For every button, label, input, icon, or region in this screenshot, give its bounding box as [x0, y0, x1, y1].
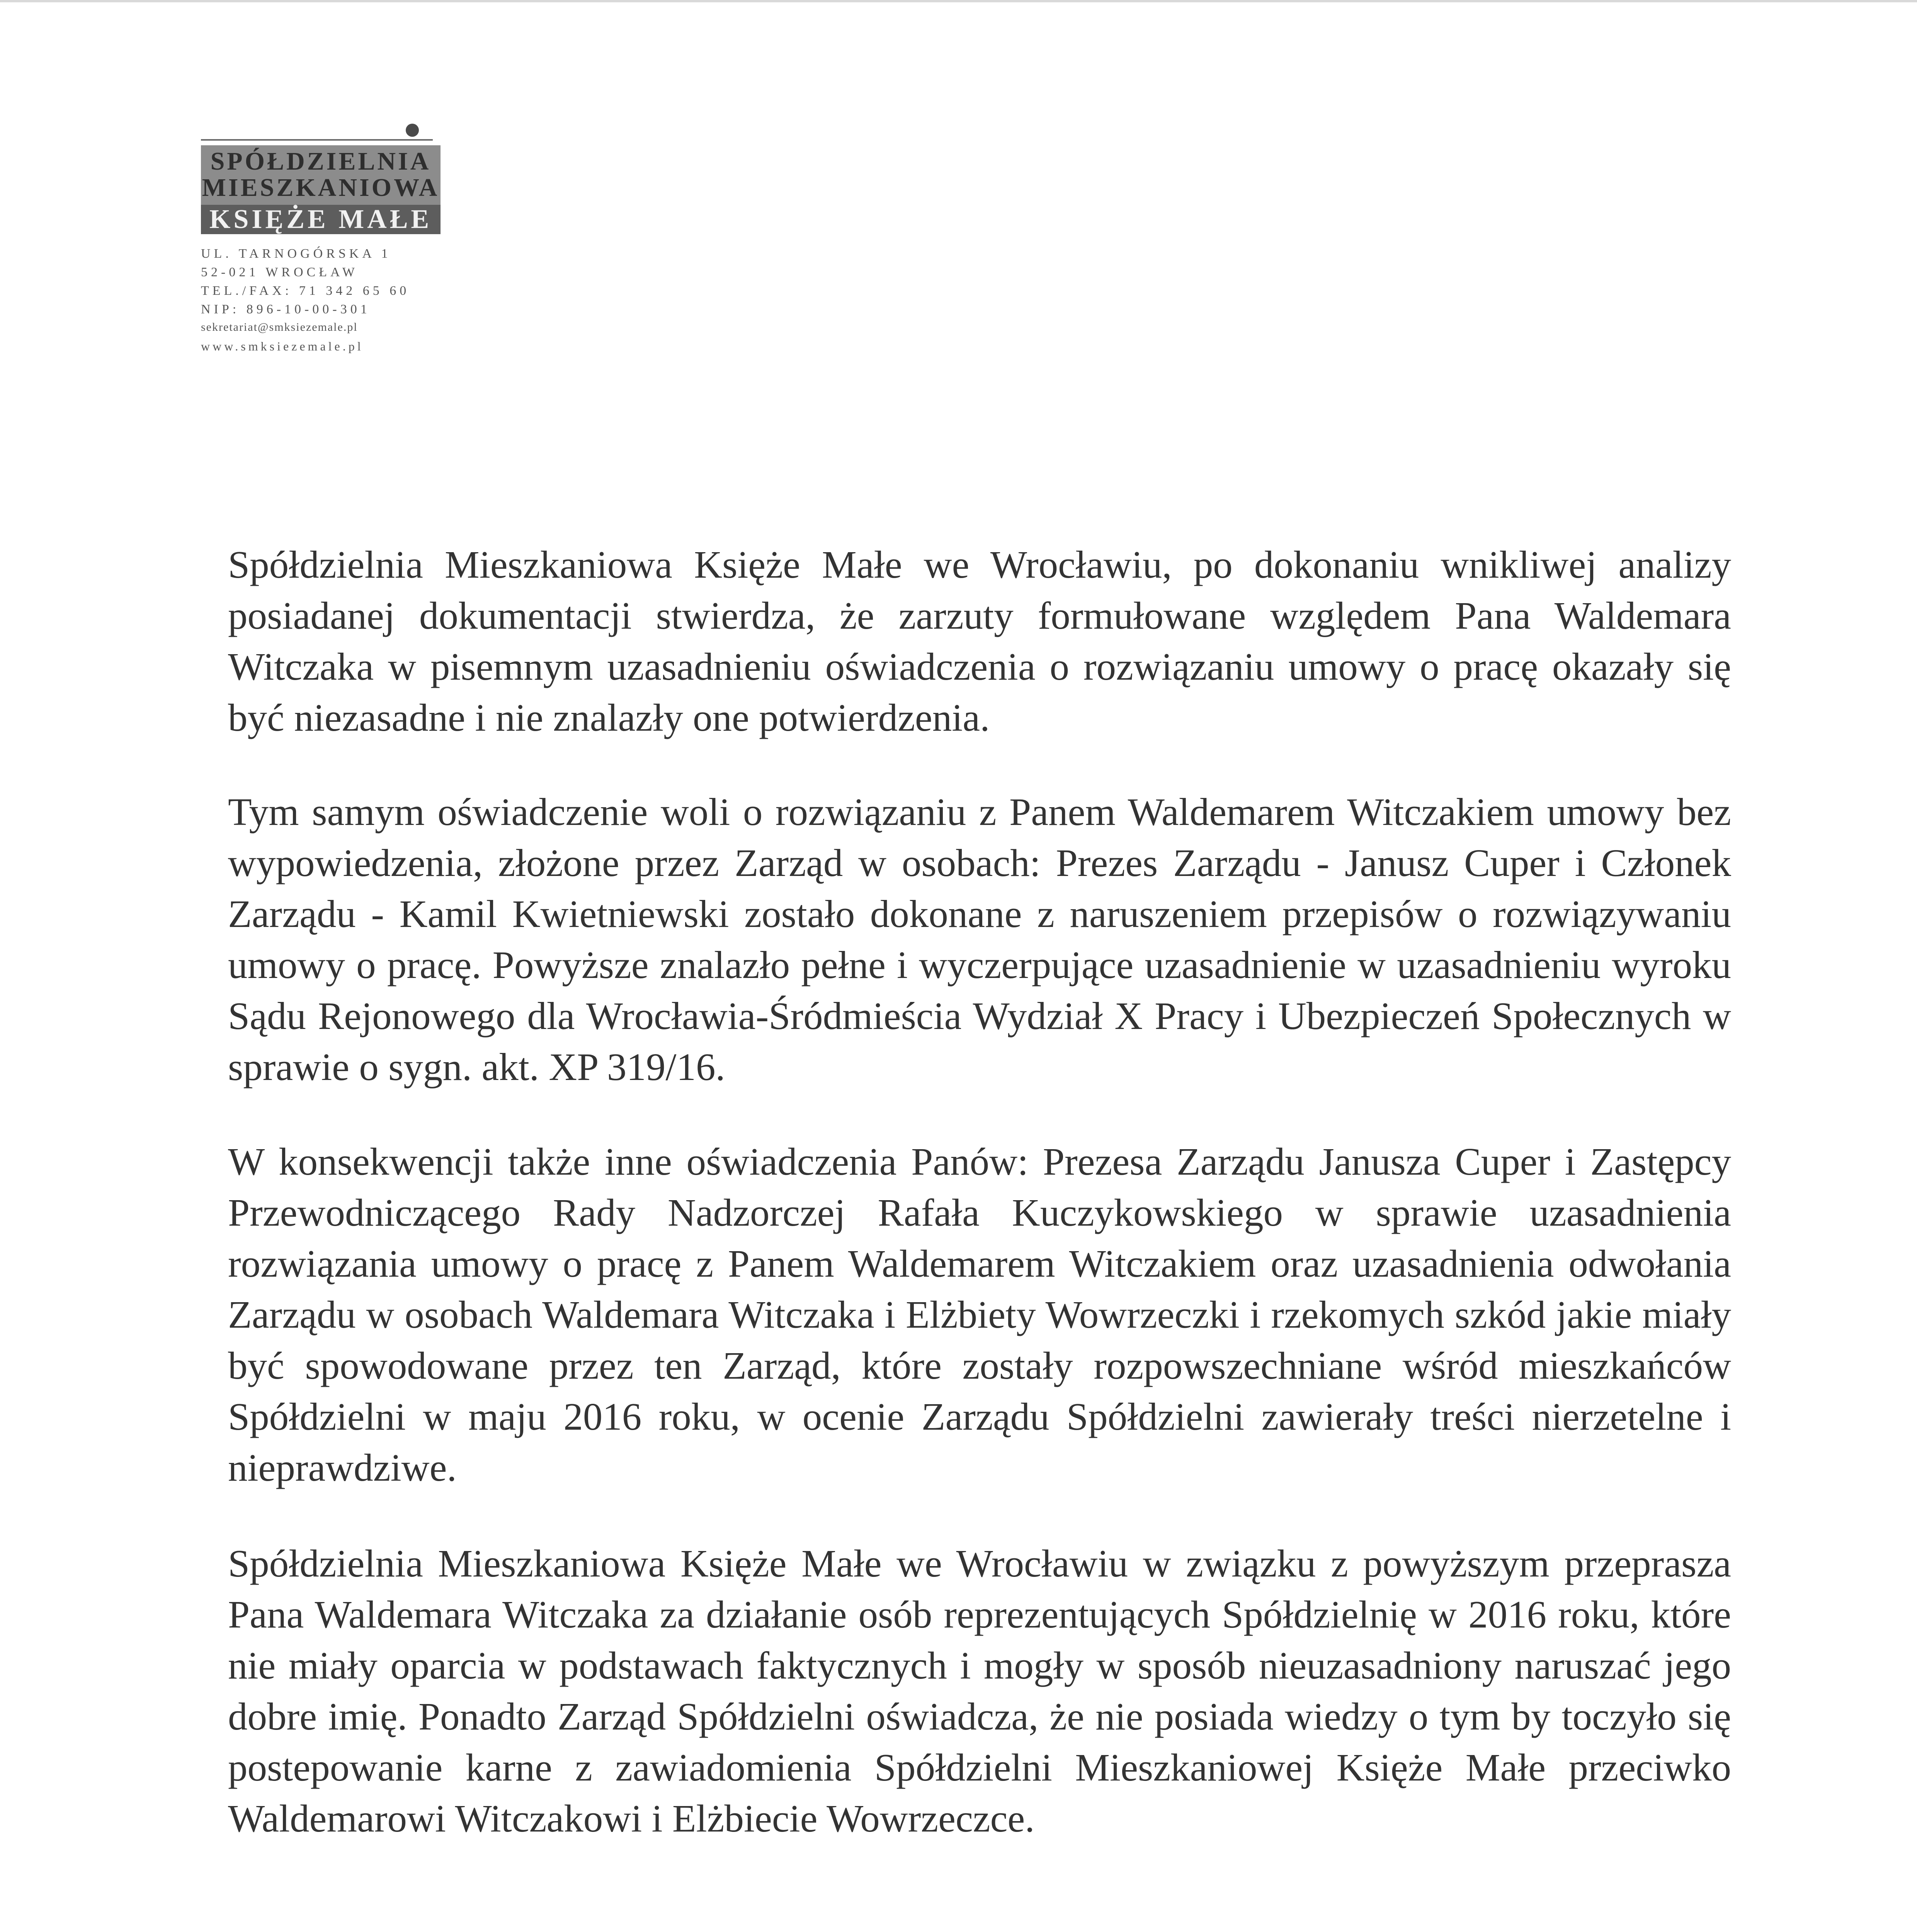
logo-line-3: KSIĘŻE MAŁE [209, 204, 432, 234]
address-street: UL. TARNOGÓRSKA 1 [201, 247, 391, 261]
paragraph-3: W konsekwencji także inne oświadczenia Panów: Prezesa Zarządu Janusza Cuper i Zastępcy Przewodniczącego Rady Nadzorczej Rafała Kuczykowskiego w sprawie uzasadnienia rozwiązania umowy o pracę z Panem Waldemarem Witczakiem oraz uzasadnienia odwołania Zarządu w osobach Waldemara Witczaka i Elżbiety Wowrzeczki i rzekomych szkód jakie miały być spowodowane przez ten Zarząd, które zostały rozpowszechniane wśród mieszkańców Spółdzielni w maju 2016 roku, w ocenie Zarządu Spółdzielni zawierały treści nierzetelne i nieprawdziwe. [228, 1140, 1731, 1489]
logo-line-2: MIESZKANIOWA [202, 173, 440, 202]
address-city: 52-021 WROCŁAW [201, 265, 358, 279]
scan-edge [0, 0, 1917, 2]
address-nip: NIP: 896-10-00-301 [201, 302, 371, 316]
address-phone: TEL./FAX: 71 342 65 60 [201, 284, 410, 298]
logo-line-1: SPÓŁDZIELNIA [210, 147, 431, 175]
address-web[interactable]: www.smksiezemale.pl [201, 339, 364, 353]
address-email[interactable]: sekretariat@smksiezemale.pl [201, 321, 358, 333]
paragraph-4: Spółdzielnia Mieszkaniowa Księże Małe we Wrocławiu w związku z powyższym przeprasza Pana Waldemara Witczaka za działanie osób reprezentujących Spółdzielnię w 2016 roku, które nie miały oparcia w podstawach faktycznych i mogły w sposób nieuzasadniony naruszać jego dobre imię. Ponadto Zarząd Spółdzielni oświadcza, że nie posiada wiedzy o tym by toczyło się postepowanie karne z zawiadomienia Spółdzielni Mieszkaniowej Księże Małe przeciwko Waldemarowi Witczakowi i Elżbiecie Wowrzeczce. [228, 1542, 1731, 1840]
paragraph-2: Tym samym oświadczenie woli o rozwiązaniu z Panem Waldemarem Witczakiem umowy bez wypowiedzenia, złożone przez Zarząd w osobach: Prezes Zarządu - Janusz Cuper i Członek Zarządu - Kamil Kwietniewski zostało dokonane z naruszeniem przepisów o rozwiązywaniu umowy o pracę. Powyższe znalazło pełne i wyczerpujące uzasadnienie w uzasadnieniu wyroku Sądu Rejonowego dla Wrocławia-Śródmieścia Wydział X Pracy i Ubezpieczeń Społecznych w sprawie o sygn. akt. XP 319/16. [228, 790, 1731, 1088]
logo-dot-icon [406, 124, 419, 137]
paragraph-1: Spółdzielnia Mieszkaniowa Księże Małe we Wrocławiu, po dokonaniu wnikliwej analizy posiadanej dokumentacji stwierdza, że zarzuty formułowane względem Pana Waldemara Witczaka w pisemnym uzasadnieniu oświadczenia o rozwiązaniu umowy o pracę okazały się być niezasadne i nie znalazły one potwierdzenia. [228, 543, 1731, 739]
logo-rule [201, 139, 433, 141]
